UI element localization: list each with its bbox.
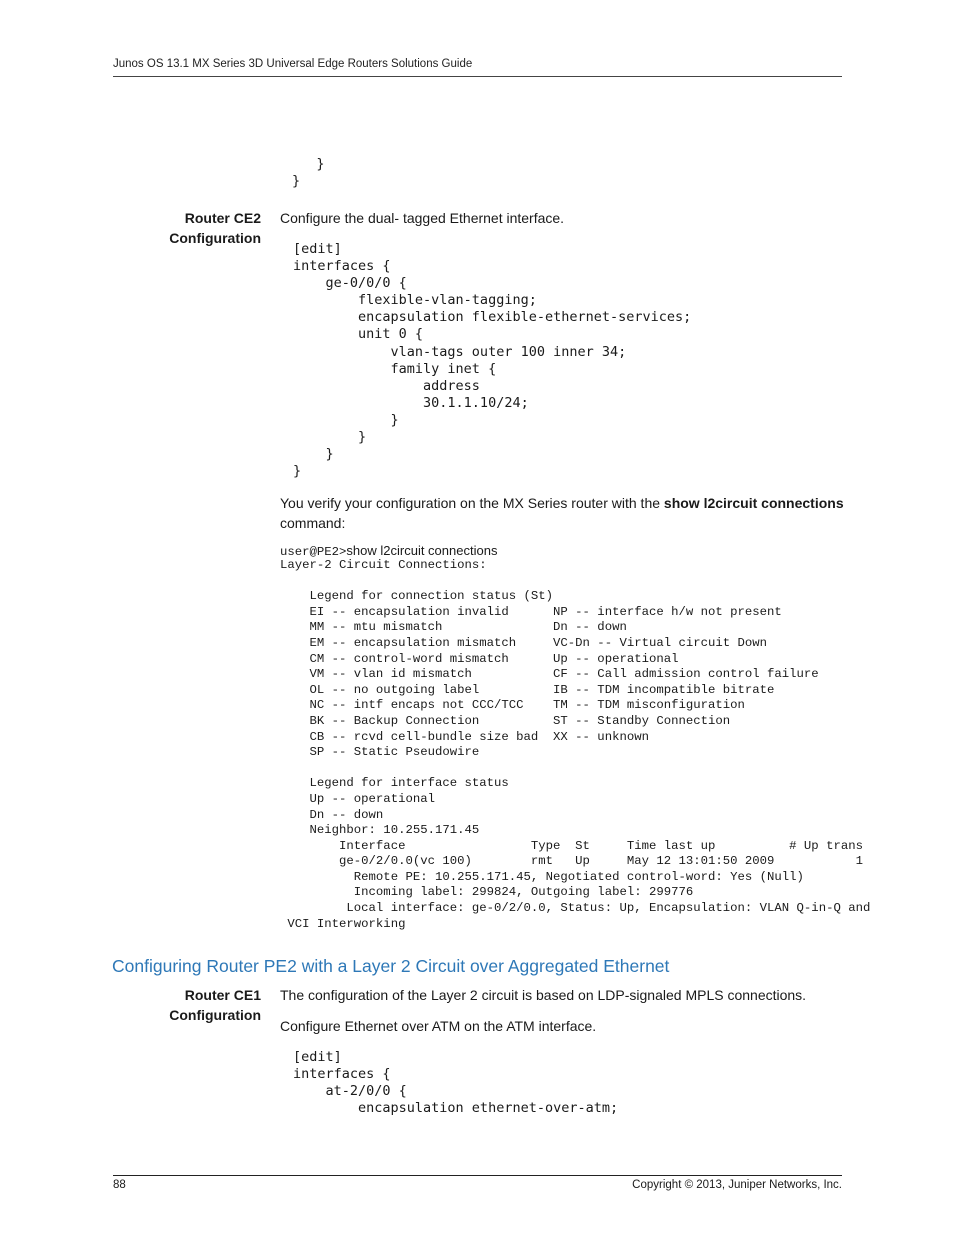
cli-prompt: user@PE2> [280,545,347,559]
router-ce2-heading-line1: Router CE2 [184,210,261,226]
router-ce2-heading-line2: Configuration [169,230,261,246]
header-rule [113,76,842,77]
cli-output-block: Layer-2 Circuit Connections: Legend for connection status (St) EI -- encapsulation invalid NP -- interface h/w not present MM -- mtu mismatch Dn -- down EM -- encapsulation mismatch VC-Dn -- Virtual circuit Down CM -- control-word mismatch Up -- operational VM -- vlan id mismatch CF -- Call admission control failure OL -- no outgoing label IB -- TDM incompatible bitrate NC -- intf encaps not CCC/TCC TM -- TDM misconfiguration BK -- Backup Connection ST -- Standby Connection CB -- rcvd cell-bundle size bad XX -- unknown SP -- Static Pseudowire Legend for interface status Up -- operational Dn -- down Neighbor: 10.255.171.45 Interface Type St Time last up # Up trans ge-0/2/0.0(vc 100) rmt Up May 12 13:01:50 2009 1 Remote PE: 10.255.171.45, Negotiated control-word: Yes (Null) Incoming label: 299824, Outgoing label: 299776 Local interface: ge-0/2/0.0, Status: Up, Encapsulation: VLAN Q-in-Q and VCI Interworking [280,558,871,931]
copyright-notice: Copyright © 2013, Juniper Networks, Inc. [632,1179,842,1191]
ce2-config-block: [edit] interfaces { ge-0/0/0 { flexible-vlan-tagging; encapsulation flexible-ethernet-services; unit 0 { vlan-tags outer 100 inner 34; family inet { address 30.1.1.10/24; } } } } [293,241,692,480]
router-ce2-heading [169,208,261,248]
section-title: Configuring Router PE2 with a Layer 2 Circuit over Aggregated Ethernet [112,956,670,976]
verify-paragraph [280,493,846,533]
router-ce1-heading-line1: Router CE1 [184,987,261,1003]
verify-text-after: command: [280,515,346,531]
verify-command-inline: show l2circuit connections [663,495,844,511]
verify-text-before: You verify your configuration on the MX Series router with the [280,495,664,511]
footer-rule [113,1175,842,1176]
ce2-intro-paragraph: Configure the dual- tagged Ethernet interface. [280,210,565,226]
ce1-paragraph-atm: Configure Ethernet over ATM on the ATM interface. [280,1018,597,1034]
cli-command: show l2circuit connections [346,543,498,558]
running-header: Junos OS 13.1 MX Series 3D Universal Edge Routers Solutions Guide [113,58,473,70]
cli-command-line [280,543,497,559]
router-ce1-heading [169,985,261,1025]
code-closing-braces: } } [292,156,325,190]
ce1-config-block: [edit] interfaces { at-2/0/0 { encapsulation ethernet-over-atm; [293,1049,619,1117]
ce1-paragraph-ldp: The configuration of the Layer 2 circuit is based on LDP-signaled MPLS connections. [280,987,807,1003]
page-number: 88 [113,1179,126,1191]
router-ce1-heading-line2: Configuration [169,1007,261,1023]
